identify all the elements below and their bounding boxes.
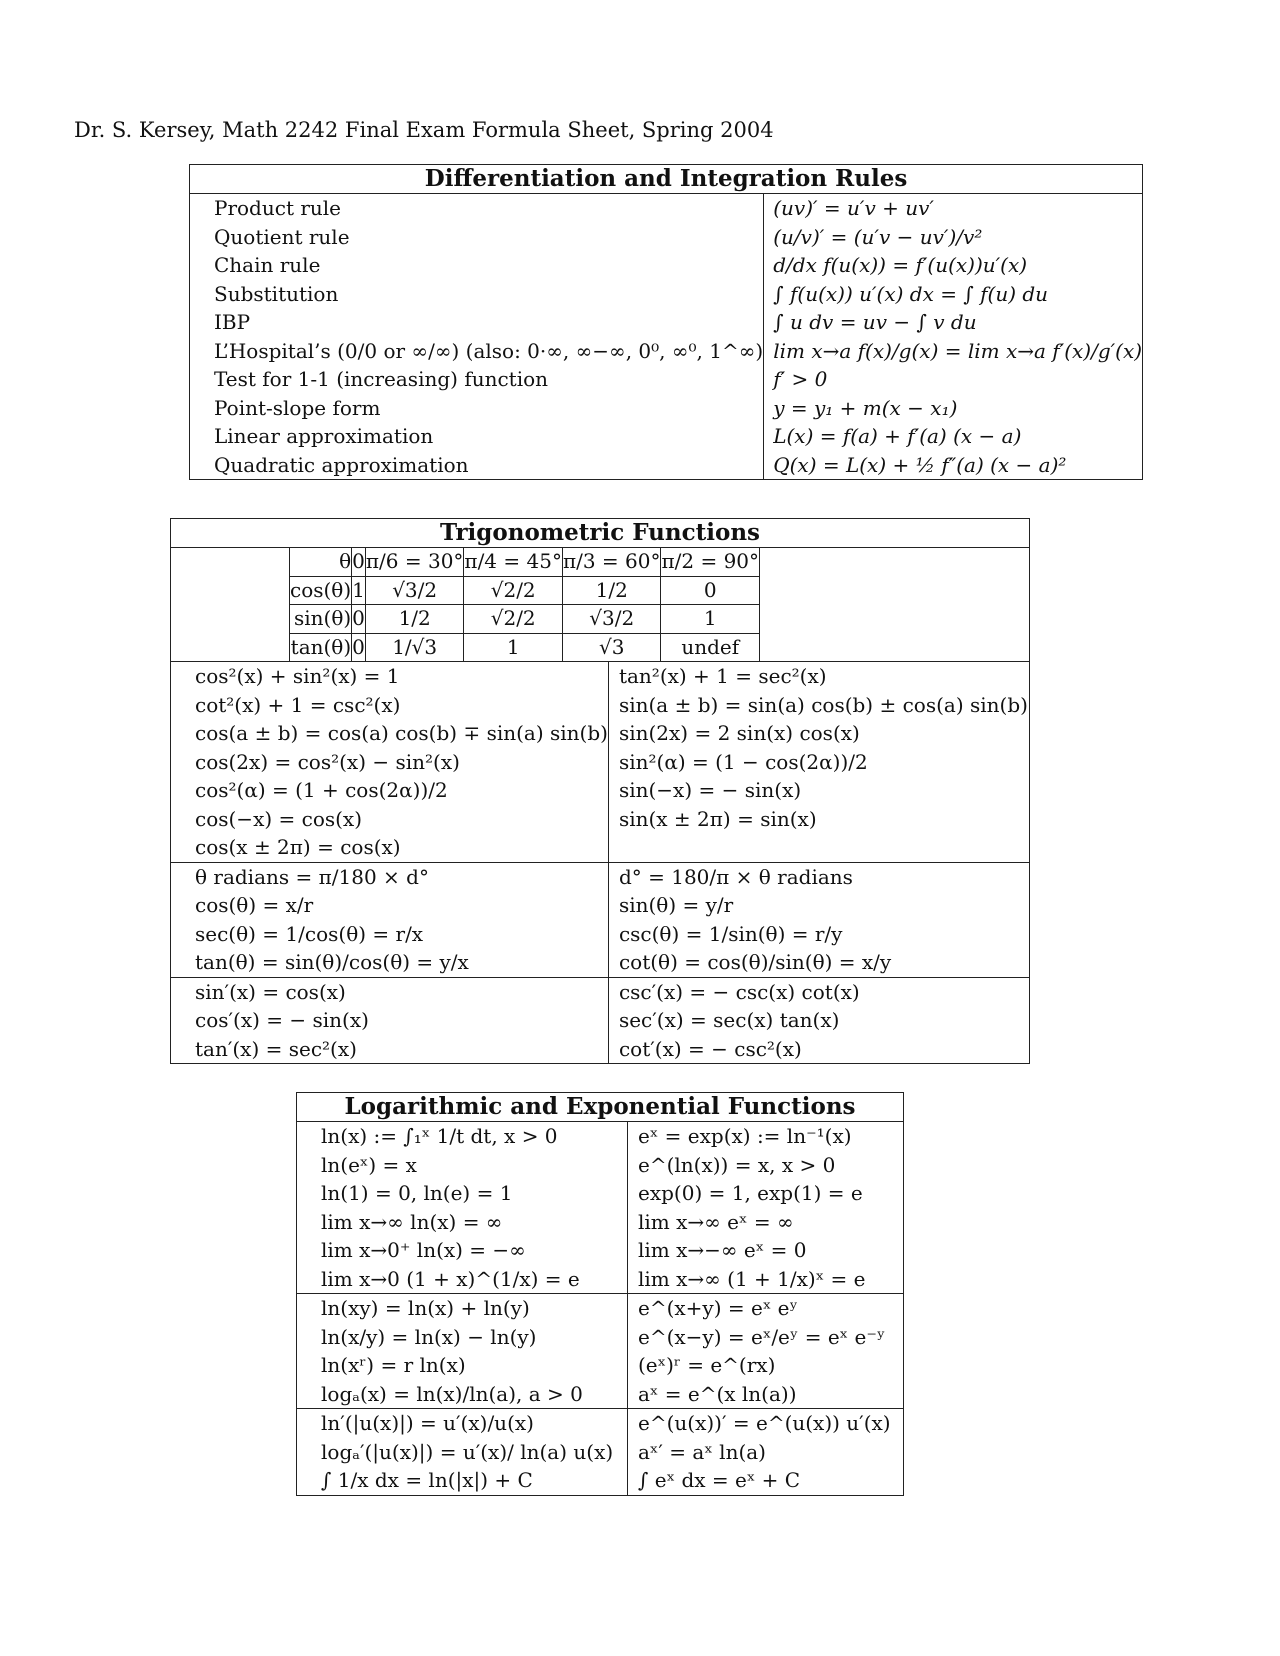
log-exp-table bbox=[296, 1092, 904, 1496]
log-basics-right bbox=[628, 1122, 904, 1294]
rule-label: Linear approximation bbox=[214, 424, 434, 448]
log-formula: lim x→0 (1 + x)^(1/x) = e bbox=[321, 1266, 580, 1291]
log-formula: ln(xʳ) = r ln(x) bbox=[321, 1353, 466, 1377]
log-formula: ln(1) = 0, ln(e) = 1 bbox=[321, 1181, 513, 1205]
trig-value-cell: 0 bbox=[352, 633, 366, 661]
trig-identity: cos(2x) = cos²(x) − sin²(x) bbox=[195, 749, 460, 774]
rule-formula: L(x) = f(a) + f′(a) (x − a) bbox=[773, 424, 1022, 448]
trig-derivative: sec′(x) = sec(x) tan(x) bbox=[618, 1008, 840, 1032]
log-basics-left bbox=[297, 1122, 628, 1294]
trig-identity: cot²(x) + 1 = csc²(x) bbox=[195, 692, 401, 717]
trig-definition: sec(θ) = 1/cos(θ) = r/x bbox=[195, 921, 424, 946]
trig-identity: tan²(x) + 1 = sec²(x) bbox=[618, 664, 827, 688]
trig-identity: sin(−x) = − sin(x) bbox=[618, 778, 802, 802]
trig-derivative: sin′(x) = cos(x) bbox=[195, 979, 346, 1004]
trig-table bbox=[170, 518, 1030, 1064]
trig-identity: sin(x ± 2π) = sin(x) bbox=[618, 806, 817, 831]
log-rules-right bbox=[628, 1294, 904, 1409]
rule-formula: y = y₁ + m(x − x₁) bbox=[773, 395, 958, 420]
trig-identity: cos(x ± 2π) = cos(x) bbox=[195, 835, 401, 859]
diff-formulas bbox=[764, 194, 1143, 480]
trig-definition: cos(θ) = x/r bbox=[195, 893, 314, 917]
trig-value-cell: 0 bbox=[661, 576, 760, 605]
trig-value-cell: √2/2 bbox=[464, 605, 563, 634]
log-formula: ∫ 1/x dx = ln(|x|) + C bbox=[321, 1468, 533, 1492]
trig-angle-header: 0 bbox=[352, 548, 366, 576]
trig-defs-right bbox=[608, 862, 1029, 977]
trig-value-cell: √3/2 bbox=[562, 605, 661, 634]
rule-formula: ∫ f(u(x)) u′(x) dx = ∫ f(u) du bbox=[773, 281, 1049, 306]
trig-identity: cos²(x) + sin²(x) = 1 bbox=[195, 664, 400, 688]
log-exp-header: Logarithmic and Exponential Functions bbox=[297, 1093, 904, 1122]
exp-formula: lim x→−∞ eˣ = 0 bbox=[638, 1238, 807, 1262]
exp-formula: exp(0) = 1, exp(1) = e bbox=[638, 1181, 863, 1205]
trig-angle-header: θ bbox=[290, 548, 352, 576]
rule-formula: d/dx f(u(x)) = f′(u(x))u′(x) bbox=[773, 253, 1028, 277]
trig-value-cell: undef bbox=[661, 633, 760, 661]
log-formula: ln(eˣ) = x bbox=[321, 1152, 417, 1177]
trig-definition: d° = 180/π × θ radians bbox=[618, 864, 853, 889]
page-title: Dr. S. Kersey, Math 2242 Final Exam Formula Sheet, Spring 2004 bbox=[74, 118, 774, 142]
trig-identity: cos(−x) = cos(x) bbox=[195, 806, 363, 831]
trig-definition: csc(θ) = 1/sin(θ) = r/y bbox=[618, 921, 843, 946]
log-formula: ln(x/y) = ln(x) − ln(y) bbox=[321, 1324, 537, 1349]
log-formula: logₐ(x) = ln(x)/ln(a), a > 0 bbox=[321, 1381, 583, 1406]
trig-header: Trigonometric Functions bbox=[171, 519, 1030, 548]
log-formula: ln′(|u(x)|) = u′(x)/u(x) bbox=[321, 1411, 534, 1435]
diff-int-table bbox=[189, 164, 1143, 480]
rule-formula: ∫ u dv = uv − ∫ v du bbox=[773, 310, 977, 334]
rule-label: Chain rule bbox=[214, 253, 321, 277]
diff-labels bbox=[190, 194, 764, 480]
trig-definition: tan(θ) = sin(θ)/cos(θ) = y/x bbox=[195, 950, 469, 974]
log-formula: logₐ′(|u(x)|) = u′(x)/ ln(a) u(x) bbox=[321, 1439, 614, 1464]
exp-formula: e^(x+y) = eˣ eʸ bbox=[638, 1296, 798, 1320]
trig-derivs-left bbox=[171, 977, 609, 1064]
trig-angle-header: π/3 = 60° bbox=[562, 548, 661, 576]
trig-values-grid bbox=[289, 548, 760, 661]
rule-formula: (u/v)′ = (u′v − uv′)/v² bbox=[773, 224, 983, 249]
trig-derivative: cot′(x) = − csc²(x) bbox=[618, 1036, 802, 1061]
exp-formula: eˣ = exp(x) := ln⁻¹(x) bbox=[638, 1124, 852, 1148]
trig-identity: sin²(α) = (1 − cos(2α))/2 bbox=[618, 749, 868, 774]
trig-value-cell: 1/√3 bbox=[365, 633, 464, 661]
rule-label: Test for 1-1 (increasing) function bbox=[214, 367, 549, 391]
rule-label: Quotient rule bbox=[214, 224, 350, 249]
trig-value-cell: 1 bbox=[352, 576, 366, 605]
rule-formula: (uv)′ = u′v + uv′ bbox=[773, 196, 934, 220]
exp-formula: e^(u(x))′ = e^(u(x)) u′(x) bbox=[638, 1411, 891, 1435]
log-calc-left bbox=[297, 1409, 628, 1496]
rule-label: Point-slope form bbox=[214, 395, 381, 420]
trig-func-label: tan(θ) bbox=[290, 633, 352, 661]
trig-angle-header: π/4 = 45° bbox=[464, 548, 563, 576]
trig-derivative: tan′(x) = sec²(x) bbox=[195, 1036, 357, 1061]
trig-identities-left bbox=[171, 662, 609, 863]
exp-formula: ∫ eˣ dx = eˣ + C bbox=[638, 1468, 801, 1492]
trig-value-cell: 1 bbox=[464, 633, 563, 661]
trig-derivs-right bbox=[608, 977, 1029, 1064]
trig-angle-header: π/6 = 30° bbox=[365, 548, 464, 576]
rule-label: Quadratic approximation bbox=[214, 452, 469, 477]
exp-formula: aˣ = e^(x ln(a)) bbox=[638, 1381, 797, 1406]
exp-formula: (eˣ)ʳ = e^(rx) bbox=[638, 1353, 776, 1377]
trig-angle-header: π/2 = 90° bbox=[661, 548, 760, 576]
log-formula: ln(x) := ∫₁ˣ 1/t dt, x > 0 bbox=[321, 1124, 558, 1148]
trig-value-cell: √2/2 bbox=[464, 576, 563, 605]
trig-definition: θ radians = π/180 × d° bbox=[195, 864, 429, 889]
log-rules-left bbox=[297, 1294, 628, 1409]
trig-value-cell: 1/2 bbox=[365, 605, 464, 634]
trig-identities-right bbox=[608, 662, 1029, 863]
rule-label: IBP bbox=[214, 310, 251, 334]
rule-label: L’Hospital’s (0/0 or ∞/∞) (also: 0·∞, ∞−∞, 0⁰, ∞⁰, 1^∞) bbox=[214, 338, 764, 363]
log-formula: lim x→0⁺ ln(x) = −∞ bbox=[321, 1238, 526, 1262]
log-calc-right bbox=[628, 1409, 904, 1496]
exp-formula: lim x→∞ (1 + 1/x)ˣ = e bbox=[638, 1266, 866, 1291]
trig-derivative: csc′(x) = − csc(x) cot(x) bbox=[618, 979, 860, 1004]
trig-definition: sin(θ) = y/r bbox=[618, 893, 734, 917]
rule-formula: Q(x) = L(x) + ½ f″(a) (x − a)² bbox=[773, 452, 1067, 477]
diff-int-header: Differentiation and Integration Rules bbox=[190, 165, 1143, 194]
exp-formula: lim x→∞ eˣ = ∞ bbox=[638, 1209, 794, 1234]
log-formula: lim x→∞ ln(x) = ∞ bbox=[321, 1209, 503, 1234]
trig-defs-left bbox=[171, 862, 609, 977]
trig-identity: sin(2x) = 2 sin(x) cos(x) bbox=[618, 721, 860, 745]
rule-formula: lim x→a f(x)/g(x) = lim x→a f′(x)/g′(x) bbox=[773, 338, 1143, 363]
rule-label: Substitution bbox=[214, 281, 339, 306]
trig-identity: cos(a ± b) = cos(a) cos(b) ∓ sin(a) sin(b) bbox=[195, 721, 608, 745]
exp-formula: aˣ′ = aˣ ln(a) bbox=[638, 1439, 766, 1464]
trig-value-cell: 0 bbox=[352, 605, 366, 634]
trig-identity: sin(a ± b) = sin(a) cos(b) ± cos(a) sin(b) bbox=[618, 692, 1028, 717]
trig-definition: cot(θ) = cos(θ)/sin(θ) = x/y bbox=[618, 950, 892, 974]
trig-value-cell: 1 bbox=[661, 605, 760, 634]
exp-formula: e^(x−y) = eˣ/eʸ = eˣ e⁻ʸ bbox=[638, 1324, 886, 1349]
trig-identity: cos²(α) = (1 + cos(2α))/2 bbox=[195, 778, 448, 802]
trig-func-label: sin(θ) bbox=[290, 605, 352, 634]
trig-func-label: cos(θ) bbox=[290, 576, 352, 605]
trig-derivative: cos′(x) = − sin(x) bbox=[195, 1008, 369, 1032]
trig-value-cell: √3 bbox=[562, 633, 661, 661]
rule-formula: f′ > 0 bbox=[773, 367, 828, 391]
trig-value-cell: 1/2 bbox=[562, 576, 661, 605]
rule-label: Product rule bbox=[214, 196, 342, 220]
exp-formula: e^(ln(x)) = x, x > 0 bbox=[638, 1152, 836, 1177]
log-formula: ln(xy) = ln(x) + ln(y) bbox=[321, 1296, 530, 1320]
trig-value-cell: √3/2 bbox=[365, 576, 464, 605]
